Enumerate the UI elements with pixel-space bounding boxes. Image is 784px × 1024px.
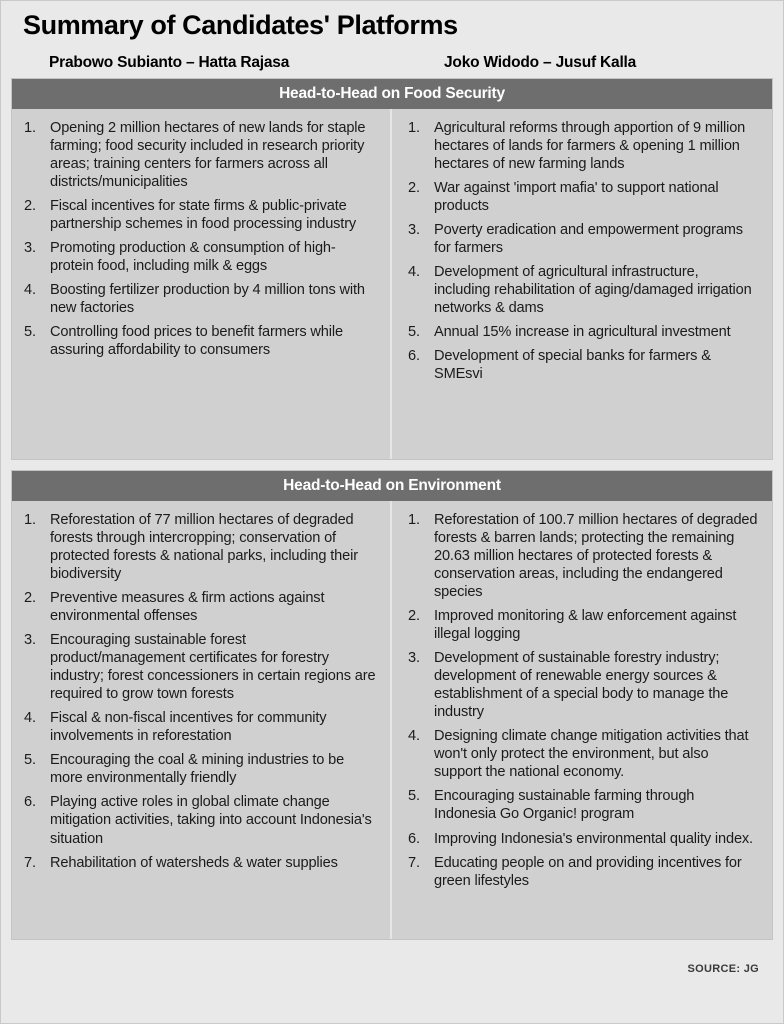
platform-list-item: Preventive measures & firm actions against environmental offenses <box>50 590 325 625</box>
platform-list-item: Development of sustainable forestry industry; development of renewable energy sources & establishment of a special body to manage the industry <box>434 650 729 721</box>
column-prabowo-environment <box>12 501 392 939</box>
platform-list-item: Educating people on and providing incentives for green lifestyles <box>434 854 742 889</box>
column-jokowi-food-security <box>392 109 772 459</box>
platform-list-prabowo-environment <box>22 511 376 871</box>
platform-list-item: Reforestation of 77 million hectares of degraded forests through intercropping; conservation of protected forests & national parks, including their biodiversity <box>50 512 358 583</box>
platform-list-jokowi-food <box>406 119 758 383</box>
platform-list-item: Development of special banks for farmers & SMEsvi <box>434 348 711 383</box>
platform-list-prabowo-food <box>22 119 376 359</box>
platform-list-item: Rehabilitation of watersheds & water supplies <box>50 854 338 871</box>
section-header-food-security: Head-to-Head on Food Security <box>12 79 772 109</box>
section-body-environment <box>12 501 772 939</box>
platform-list-item: Fiscal & non-fiscal incentives for community involvements in reforestation <box>50 710 327 745</box>
platform-list-item: Playing active roles in global climate change mitigation activities, taking into account Indonesia's situation <box>50 794 372 847</box>
candidate-names-row <box>11 40 773 78</box>
platform-list-item: Designing climate change mitigation activities that won't only protect the environment, but also support the national economy. <box>434 728 749 781</box>
section-body-food-security <box>12 109 772 459</box>
section-panel-environment <box>11 470 773 940</box>
platform-list-item: Boosting fertilizer production by 4 million tons with new factories <box>50 282 365 317</box>
platform-list-item: Controlling food prices to benefit farmers while assuring affordability to consumers <box>50 324 343 359</box>
page-title: Summary of Candidates' Platforms <box>23 10 458 40</box>
platform-list-jokowi-environment <box>406 511 758 889</box>
platform-list-item: Promoting production & consumption of high-protein food, including milk & eggs <box>50 240 336 275</box>
platform-list-item: Encouraging sustainable farming through Indonesia Go Organic! program <box>434 788 695 823</box>
platform-list-item: War against 'import mafia' to support national products <box>434 180 719 215</box>
column-prabowo-food-security <box>12 109 392 459</box>
platform-list-item: Encouraging sustainable forest product/management certificates for forestry industry; forest concessioners in certain regions are required to grow town forests <box>50 632 376 703</box>
candidate-name-left: Prabowo Subianto – Hatta Rajasa <box>49 54 290 72</box>
platform-list-item: Improved monitoring & law enforcement against illegal logging <box>434 608 737 643</box>
platform-list-item: Improving Indonesia's environmental quality index. <box>434 830 753 847</box>
platform-list-item: Fiscal incentives for state firms & public-private partnership schemes in food processing industry <box>50 198 357 233</box>
platform-list-item: Encouraging the coal & mining industries to be more environmentally friendly <box>50 752 345 787</box>
platform-list-item: Agricultural reforms through apportion of 9 million hectares of lands for farmers & opening 1 million hectares of new farming lands <box>434 120 746 173</box>
source-credit: SOURCE: JG <box>687 963 759 976</box>
platform-list-item: Opening 2 million hectares of new lands for staple farming; food security included in research priority areas; training centers for farmers across all districts/municipalities <box>50 120 366 191</box>
section-header-environment: Head-to-Head on Environment <box>12 471 772 501</box>
footer <box>11 950 773 977</box>
platform-list-item: Annual 15% increase in agricultural investment <box>434 324 731 341</box>
platform-list-item: Development of agricultural infrastructure, including rehabilitation of aging/damaged irrigation networks & dams <box>434 264 752 317</box>
platform-list-item: Reforestation of 100.7 million hectares of degraded forests & barren lands; protecting the remaining 20.63 million hectares of protected forests & conservation areas, including the endangered species <box>434 512 758 601</box>
section-panel-food-security <box>11 78 773 460</box>
candidate-name-right: Joko Widodo – Jusuf Kalla <box>444 54 637 72</box>
column-jokowi-environment <box>392 501 772 939</box>
platform-list-item: Poverty eradication and empowerment programs for farmers <box>434 222 743 257</box>
